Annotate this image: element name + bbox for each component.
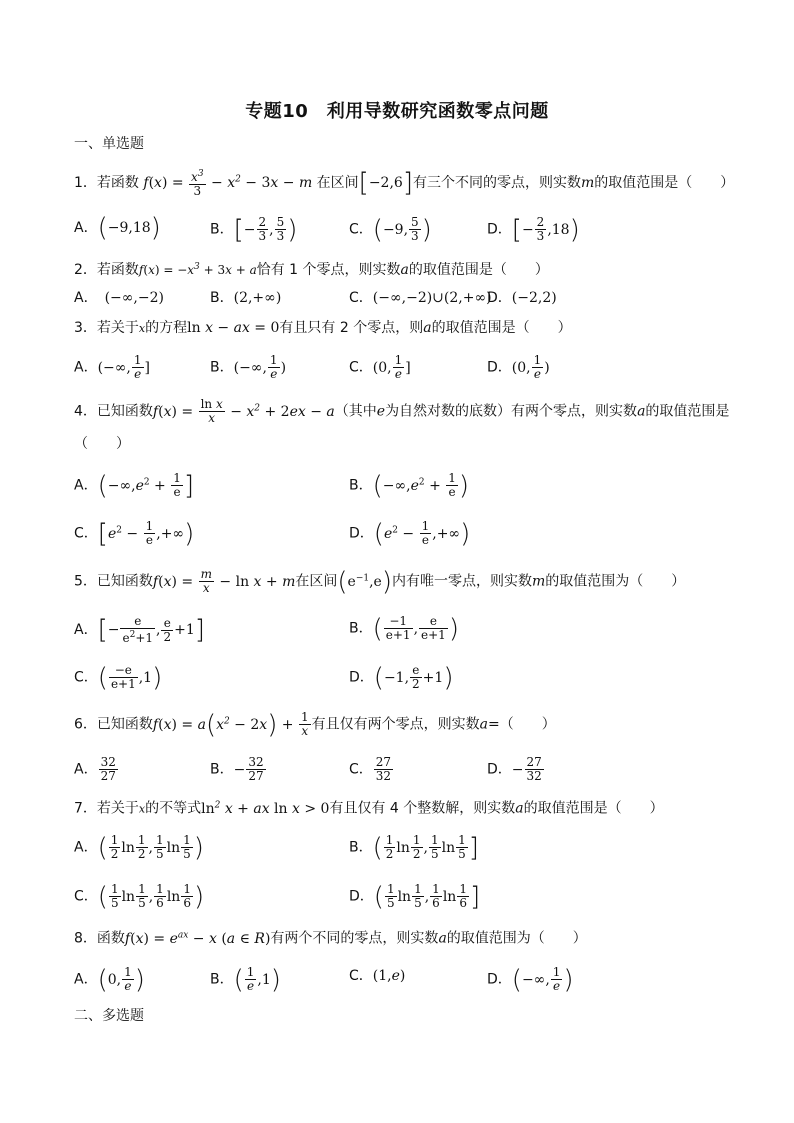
q3-var: a — [423, 320, 432, 336]
q6-post: 有且仅有两个零点，则实数 — [311, 716, 480, 733]
q8-option-d: D．(−∞, $\frac{1}{e}$ ) — [487, 964, 574, 995]
q5-option-a: A．[− $\frac{e}{e^2+1}$ , $\frac{e}{2}$ +1] — [74, 614, 205, 645]
q7-option-b: B．( $\frac{1}{2}$ ln $\frac{1}{2}$ , $\frac{1}{5}$ ln $\frac{1}{5}$ ] — [349, 832, 479, 863]
q6-formula: $f(x) = a(x^2 - 2x)$ + $\frac{1}{x}$ — [152, 709, 309, 740]
q4-formula: f(x) = $\frac{\text{ln x}}{x}$ − $x^2 + 2ex - a$ — [152, 397, 335, 426]
question-7-stem — [74, 795, 664, 820]
q1-mid: 在区间 — [316, 175, 359, 191]
q2-prefix: 2．若函数 — [74, 262, 139, 278]
page-title: 专题10 利用导数研究函数零点问题 — [245, 101, 549, 122]
q8-var: a — [438, 930, 447, 947]
q3-post: 有且只有 2 个零点，则 — [279, 320, 424, 336]
q4-option-b: B．($-\infty,e^2$ + $\frac{1}{e}$ ) — [349, 470, 470, 501]
section-single-choice: 一、单选题 — [74, 136, 144, 152]
q8-post: 有两个不同的零点，则实数 — [270, 930, 439, 947]
q4-paren: （ ） — [74, 436, 130, 452]
q4-option-a: A．($-\infty,e^2$ + $\frac{1}{e}$ ] — [74, 470, 195, 501]
q2-option-c: C．(−∞,−2)∪(2,+∞) — [349, 290, 492, 306]
q7-var: a — [515, 800, 524, 817]
q7-mid: 的不等式 — [145, 800, 202, 817]
q8-option-b: B．( $\frac{1}{e}$ ,1) — [210, 964, 281, 995]
q4-option-c: C．[$e^2$ − $\frac{1}{e}$ ,+∞) — [74, 518, 195, 549]
q3-option-c: C．(0, $\frac{1}{e}$ ] — [349, 353, 411, 381]
q4-var: a — [637, 403, 646, 420]
q6-var: a — [479, 716, 488, 733]
q3-option-d: D．(0, $\frac{1}{e}$ ) — [487, 353, 550, 381]
q1-post: 有三个不同的零点，则实数 — [412, 175, 581, 191]
q7-option-c: C．( $\frac{1}{5}$ ln $\frac{1}{5}$ , $\frac{1}{6}$ ln $\frac{1}{6}$ ) — [74, 881, 205, 912]
q1-option-a: A．(−9,18) — [74, 213, 161, 243]
q6-prefix: 6．已知函数 — [74, 716, 153, 733]
q4-prefix: 4．已知函数 — [74, 403, 153, 420]
q1-option-b: B．[− $\frac{2}{3}$ , $\frac{5}{3}$ ) — [210, 214, 298, 245]
q5-option-b: B．( $\frac{-1}{e+1}$ , $\frac{e}{e+1}$ ) — [349, 613, 459, 644]
q1-var: m — [580, 175, 595, 191]
q2-end: 的取值范围是（ ） — [408, 262, 549, 278]
question-5-stem — [74, 568, 685, 595]
q1-interval: [−2,6] — [358, 168, 413, 198]
question-2-stem — [74, 257, 549, 280]
q2-var: a — [400, 262, 409, 278]
q6-option-c: C． $\frac{27}{32}$ — [349, 755, 392, 783]
question-4-stem — [74, 398, 729, 425]
q2-formula: $f(x) = -x^3 + 3x + a$ — [138, 262, 257, 277]
q2-option-b: B．(2,+∞) — [210, 290, 282, 306]
q7-option-d: D．( $\frac{1}{5}$ ln $\frac{1}{5}$ , $\frac{1}{6}$ ln $\frac{1}{6}$ ] — [349, 881, 481, 912]
q5-interval: $(e^{-1},e)$ — [337, 566, 393, 597]
section-multiple-choice: 二、多选题 — [74, 1008, 144, 1024]
question-1-stem — [74, 168, 734, 198]
q5-prefix: 5．已知函数 — [74, 573, 153, 590]
q1-formula: f(x) = $\frac{x^3}{3}$ − $x^2 - 3x - m$ — [143, 169, 313, 198]
question-8-stem — [74, 925, 587, 949]
q2-option-a: A． (−∞,−2) — [74, 290, 164, 306]
q4-e: e — [376, 403, 386, 420]
q7-end: 的取值范围是（ ） — [523, 800, 664, 817]
q7-post: 有且仅有 4 个整数解，则实数 — [329, 800, 516, 817]
q1-prefix: 1．若函数 — [74, 175, 139, 191]
q5-option-d: D．(−1, $\frac{e}{2}$ +1) — [349, 662, 454, 693]
q5-formula: f(x) = $\frac{m}{x}$ − ln x + m — [152, 567, 296, 596]
q4-end: 的取值范围是 — [645, 403, 730, 420]
q6-end: =（ ） — [487, 716, 556, 733]
q7-option-a: A．( $\frac{1}{2}$ ln $\frac{1}{2}$ , $\frac{1}{5}$ ln $\frac{1}{5}$ ) — [74, 832, 204, 863]
q3-mid: 的方程 — [145, 320, 188, 336]
q4-mid: 为自然对数的底数）有两个零点，则实数 — [385, 403, 638, 420]
q1-end: 的取值范围是（ ） — [594, 175, 735, 191]
q2-option-d: D．(−2,2) — [487, 290, 557, 306]
q4-option-d: D．($e^2$ − $\frac{1}{e}$ ,+∞) — [349, 518, 471, 549]
q3-option-a: A．(−∞, $\frac{1}{e}$ ] — [74, 353, 150, 381]
q3-prefix: 3．若关于 — [74, 320, 139, 336]
q7-var-x: x — [138, 802, 146, 816]
q6-option-d: D．− $\frac{27}{32}$ — [487, 755, 542, 783]
q6-option-b: B．− $\frac{32}{27}$ — [210, 755, 264, 783]
q3-formula: ln x − ax = 0 — [187, 320, 280, 336]
q6-option-a: A． $\frac{32}{27}$ — [74, 755, 116, 783]
q5-option-c: C．( $\frac{-e}{e+1}$ ,1) — [74, 662, 163, 693]
q5-var: m — [532, 573, 546, 590]
q7-prefix: 7．若关于 — [74, 800, 139, 817]
q5-end: 的取值范围为（ ） — [545, 573, 686, 590]
question-6-stem — [74, 711, 556, 738]
q8-formula: $f(x) = e^{ax} - x$ (a ∈ R) — [124, 930, 271, 947]
q3-option-b: B．(−∞, $\frac{1}{e}$ ) — [210, 353, 287, 381]
q5-mid: 在区间 — [295, 573, 338, 590]
q2-post: 恰有 1 个零点，则实数 — [256, 262, 401, 278]
q8-option-c: C．(1,e) — [349, 968, 406, 984]
q5-post: 内有唯一零点，则实数 — [392, 573, 533, 590]
q7-formula: $\ln^2 x$ + ax ln x > 0 — [201, 800, 330, 817]
q3-end: 的取值范围是（ ） — [431, 320, 572, 336]
q8-option-a: A．(0, $\frac{1}{e}$ ) — [74, 964, 145, 995]
q8-prefix: 8．函数 — [74, 930, 125, 947]
q1-option-c: C．(−9, $\frac{5}{3}$ ) — [349, 214, 432, 245]
question-3-stem — [74, 318, 572, 339]
q4-post: （其中 — [334, 403, 377, 420]
q8-end: 的取值范围为（ ） — [446, 930, 587, 947]
q1-option-d: D．[− $\frac{2}{3}$ ,18) — [487, 214, 580, 245]
q3-var-x: x — [138, 322, 146, 335]
